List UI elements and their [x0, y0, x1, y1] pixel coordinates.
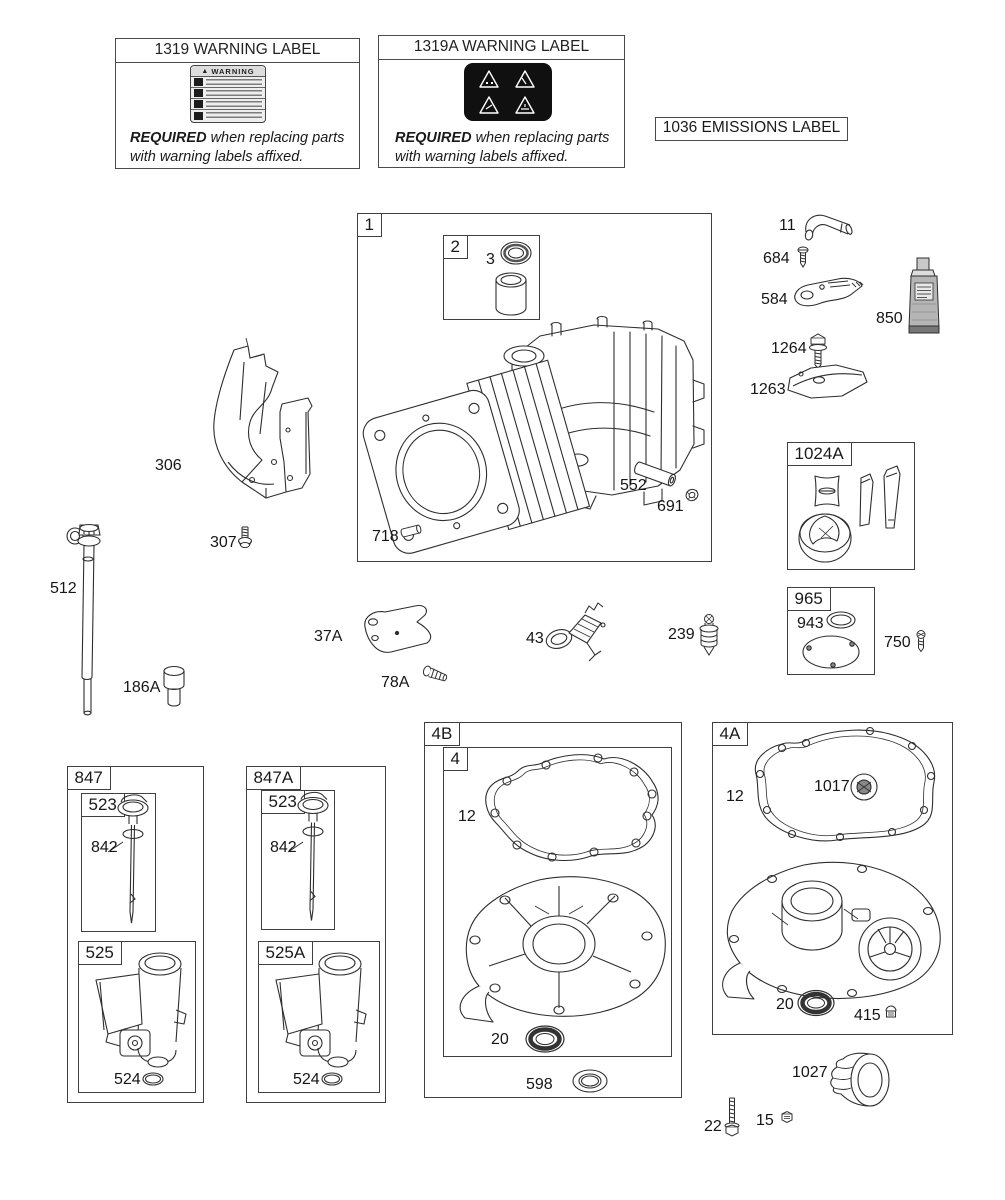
callout-750: 750 [884, 634, 911, 651]
group-box-2-tag: 2 [443, 235, 468, 259]
part-306-shroud-drawing [182, 342, 322, 510]
part-43-oil-sensor-drawing [543, 601, 611, 663]
part-584-guard-drawing [790, 274, 868, 314]
part-3-seal-drawing [499, 240, 533, 266]
fine-print-lines [206, 112, 262, 119]
group-box-847a-tag: 847A [246, 766, 302, 790]
part-186a-adapter-drawing [161, 665, 187, 711]
group-box-525a-tag: 525A [258, 941, 314, 965]
callout-718: 718 [372, 528, 399, 545]
part-850-sealant-tube-drawing [902, 256, 946, 338]
callout-43: 43 [526, 630, 544, 647]
group-box-1024a-tag: 1024A [787, 442, 852, 466]
warning-sticker-row [191, 110, 265, 121]
part-684-screw-drawing [795, 246, 811, 270]
part-1263-plate-drawing [780, 361, 872, 403]
fine-print-lines [206, 101, 262, 108]
emissions-label-title: 1036 EMISSIONS LABEL [662, 119, 841, 136]
warning-label-1319-title: 1319 WARNING LABEL [116, 39, 359, 63]
callout-552: 552 [620, 477, 647, 494]
required-note-1319 [130, 129, 352, 167]
group-box-525-tag: 525 [78, 941, 122, 965]
callout-239: 239 [668, 626, 695, 643]
part-525-fill-tube-drawing [86, 950, 194, 1070]
group-box-4-tag: 4 [443, 747, 468, 771]
warning-sticker-art [190, 65, 266, 123]
part-22-bolt-drawing [724, 1096, 740, 1140]
callout-684: 684 [763, 250, 790, 267]
required-text: when replacing parts with warning labels affixed. [130, 130, 345, 165]
part-11-breather-tube-drawing [798, 210, 858, 244]
black-warning-sticker-art [464, 63, 552, 121]
part-2-bushing-drawing [492, 272, 530, 318]
callout-12-4a: 12 [726, 788, 744, 805]
callout-850: 850 [876, 310, 903, 327]
callout-943: 943 [797, 615, 824, 632]
callout-307: 307 [210, 534, 237, 551]
group-box-4b-tag: 4B [424, 722, 461, 746]
group-box-4a-tag: 4A [712, 722, 749, 746]
part-415-plug-drawing [884, 1004, 898, 1022]
part-691-washer-drawing [684, 487, 700, 503]
group-box-523-right-tag: 523 [261, 790, 305, 814]
part-523-dipstick-drawing-left [103, 794, 155, 928]
callout-415: 415 [854, 1007, 881, 1024]
callout-1263: 1263 [750, 381, 786, 398]
warning-triangle-icon: ▲ [201, 67, 209, 75]
callout-3: 3 [486, 251, 495, 268]
part-750-screw-drawing [914, 630, 928, 654]
part-1024a-oil-pump-kit-drawing [789, 462, 913, 568]
group-box-965-tag: 965 [787, 587, 831, 611]
required-word: REQUIRED [395, 130, 472, 146]
group-box-1-tag: 1 [357, 213, 382, 237]
callout-1017: 1017 [814, 778, 850, 795]
callout-842-left: 842 [91, 839, 118, 856]
book-icon [194, 78, 203, 86]
fine-print-lines [206, 90, 262, 97]
warning-word: WARNING [211, 66, 255, 76]
callout-11: 11 [779, 217, 796, 234]
emissions-label-box [655, 117, 848, 141]
warning-sticker-header [191, 66, 265, 77]
callout-524-right: 524 [293, 1071, 320, 1088]
callout-524-left: 524 [114, 1071, 141, 1088]
part-512-dipstick-tube-drawing [64, 519, 110, 723]
part-523-dipstick-drawing-right [283, 791, 335, 926]
part-4a-oil-sump-drawing [712, 853, 952, 1003]
callout-1264: 1264 [771, 340, 807, 357]
callout-691: 691 [657, 498, 684, 515]
warning-label-1319a-title: 1319A WARNING LABEL [379, 36, 624, 60]
part-20-oil-seal-drawing-4b [524, 1024, 566, 1054]
group-box-847-tag: 847 [67, 766, 111, 790]
part-78a-screw-drawing [421, 664, 451, 688]
callout-37a: 37A [314, 628, 343, 645]
callout-22: 22 [704, 1118, 722, 1135]
part-524-oring-drawing-right [320, 1070, 344, 1088]
warning-sticker-row [191, 88, 265, 99]
required-text: when replacing parts with warning labels affixed. [395, 130, 610, 165]
part-307-screw-drawing [236, 524, 254, 552]
callout-12-4b: 12 [458, 808, 476, 825]
fine-print-lines [206, 79, 262, 86]
group-box-523-left-tag: 523 [81, 793, 125, 817]
part-1027-oil-filter-drawing [826, 1048, 892, 1112]
part-15-nut-drawing [780, 1110, 794, 1124]
part-4-oil-sump-drawing [447, 866, 673, 1028]
callout-78a: 78A [381, 674, 410, 691]
callout-598: 598 [526, 1076, 553, 1093]
part-525a-fill-tube-drawing [266, 950, 374, 1070]
part-598-washer-drawing [570, 1066, 610, 1096]
warning-label-1319-box [115, 38, 360, 169]
callout-1027: 1027 [792, 1064, 828, 1081]
warning-sticker-row [191, 99, 265, 110]
callout-15: 15 [756, 1112, 774, 1129]
callout-584: 584 [761, 291, 788, 308]
hazard-icon [194, 100, 203, 108]
callout-512: 512 [50, 580, 77, 597]
callout-20-4a: 20 [776, 996, 794, 1013]
part-37a-bracket-drawing [349, 603, 443, 657]
part-12-sump-gasket-drawing-4b [476, 749, 666, 867]
required-note-1319a [395, 129, 619, 167]
callout-186a: 186A [123, 679, 161, 696]
warning-sticker-row [191, 77, 265, 88]
warning-label-1319a-box [378, 35, 625, 168]
callout-20-4b: 20 [491, 1031, 509, 1048]
part-524-oring-drawing-left [141, 1070, 165, 1088]
part-20-oil-seal-drawing-4a [796, 988, 836, 1018]
fuel-icon [194, 89, 203, 97]
fumes-icon [194, 112, 203, 120]
part-718-pin-drawing [398, 521, 424, 541]
callout-306: 306 [155, 457, 182, 474]
part-239-plug-drawing [696, 613, 722, 657]
callout-842-right: 842 [270, 839, 297, 856]
required-word: REQUIRED [130, 130, 207, 146]
